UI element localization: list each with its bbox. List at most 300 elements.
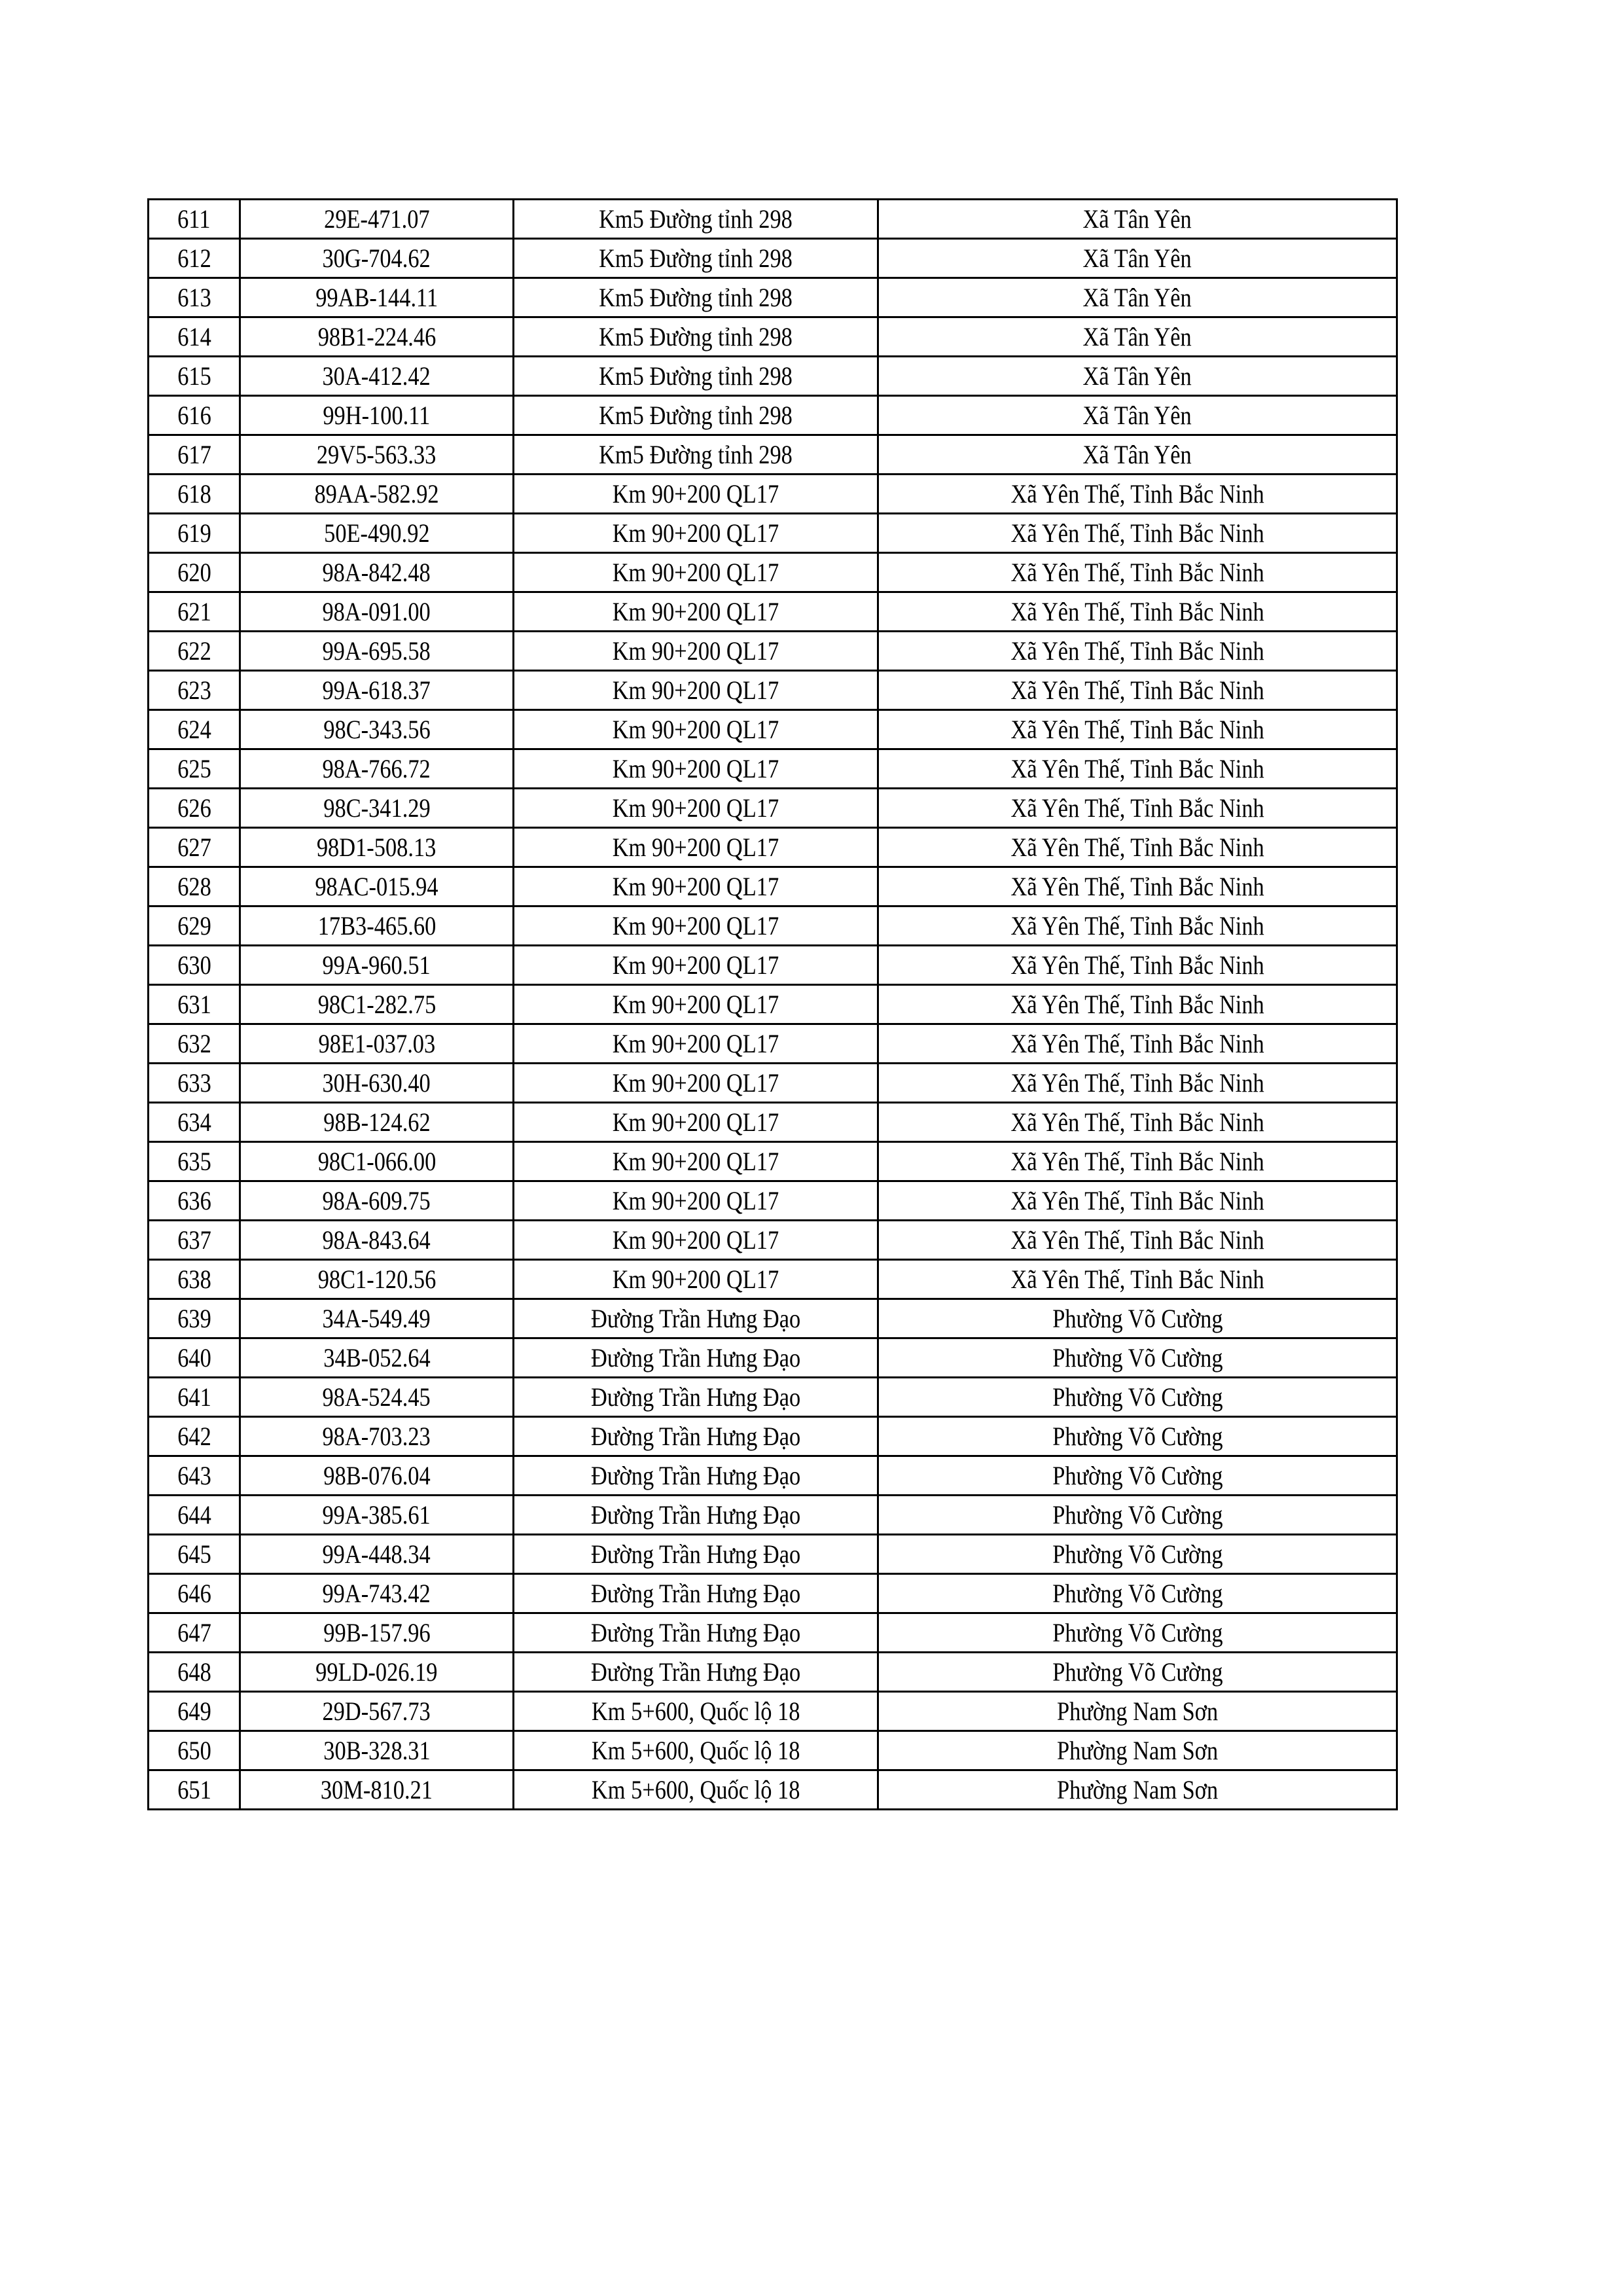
cell-stt xyxy=(149,1024,240,1064)
table-row xyxy=(149,828,1397,867)
table-row xyxy=(149,1260,1397,1299)
cell-bien-so xyxy=(240,1613,514,1653)
cell-stt xyxy=(149,1613,240,1653)
cell-phuong-xa-text: Phường Võ Cường xyxy=(1052,1421,1223,1451)
cell-dia-diem xyxy=(514,789,878,828)
cell-stt-text: 632 xyxy=(177,1028,211,1058)
cell-stt-text: 626 xyxy=(177,793,211,823)
cell-phuong-xa-text: Xã Tân Yên xyxy=(1082,243,1192,273)
cell-stt xyxy=(149,514,240,553)
table-row xyxy=(149,1770,1397,1810)
cell-phuong-xa xyxy=(878,1417,1397,1456)
cell-dia-diem xyxy=(514,1024,878,1064)
cell-bien-so xyxy=(240,200,514,239)
cell-stt-text: 631 xyxy=(177,989,211,1019)
cell-bien-so xyxy=(240,1260,514,1299)
cell-dia-diem xyxy=(514,1103,878,1142)
cell-bien-so xyxy=(240,985,514,1024)
cell-phuong-xa xyxy=(878,200,1397,239)
cell-phuong-xa xyxy=(878,1103,1397,1142)
cell-bien-so xyxy=(240,1770,514,1810)
table-row xyxy=(149,671,1397,710)
cell-dia-diem-text: Km5 Đường tỉnh 298 xyxy=(599,243,793,273)
cell-bien-so xyxy=(240,1692,514,1731)
cell-stt xyxy=(149,1731,240,1770)
cell-phuong-xa xyxy=(878,671,1397,710)
cell-phuong-xa-text: Xã Yên Thế, Tỉnh Bắc Ninh xyxy=(1010,636,1264,666)
cell-bien-so-text: 99A-448.34 xyxy=(322,1539,431,1569)
cell-bien-so xyxy=(240,1024,514,1064)
cell-stt-text: 615 xyxy=(177,361,211,391)
cell-stt-text: 623 xyxy=(177,675,211,705)
cell-phuong-xa-text: Phường Võ Cường xyxy=(1052,1657,1223,1687)
cell-bien-so xyxy=(240,1731,514,1770)
cell-phuong-xa-text: Phường Võ Cường xyxy=(1052,1342,1223,1372)
cell-bien-so-text: 98B-124.62 xyxy=(323,1107,431,1137)
cell-dia-diem xyxy=(514,1770,878,1810)
cell-phuong-xa xyxy=(878,1024,1397,1064)
cell-stt xyxy=(149,200,240,239)
cell-stt xyxy=(149,553,240,592)
cell-phuong-xa-text: Xã Tân Yên xyxy=(1082,204,1192,234)
cell-bien-so-text: 98A-091.00 xyxy=(322,596,431,626)
cell-stt xyxy=(149,828,240,867)
cell-dia-diem-text: Km5 Đường tỉnh 298 xyxy=(599,400,793,430)
cell-dia-diem xyxy=(514,1378,878,1417)
cell-stt xyxy=(149,867,240,906)
cell-bien-so-text: 29D-567.73 xyxy=(322,1696,431,1726)
cell-dia-diem xyxy=(514,317,878,357)
cell-phuong-xa xyxy=(878,632,1397,671)
cell-stt xyxy=(149,239,240,278)
cell-stt-text: 612 xyxy=(177,243,211,273)
cell-phuong-xa-text: Phường Võ Cường xyxy=(1052,1617,1223,1647)
cell-bien-so xyxy=(240,317,514,357)
cell-dia-diem-text: Km 90+200 QL17 xyxy=(612,989,779,1019)
vehicle-list-table xyxy=(147,198,1398,1810)
cell-dia-diem-text: Đường Trần Hưng Đạo xyxy=(590,1460,801,1490)
cell-phuong-xa-text: Xã Yên Thế, Tỉnh Bắc Ninh xyxy=(1010,1225,1264,1255)
cell-bien-so-text: 30G-704.62 xyxy=(322,243,431,273)
cell-bien-so-text: 17B3-465.60 xyxy=(317,910,436,941)
cell-stt-text: 628 xyxy=(177,871,211,901)
cell-bien-so-text: 98C-343.56 xyxy=(323,714,431,744)
table-row xyxy=(149,1731,1397,1770)
cell-dia-diem xyxy=(514,1613,878,1653)
table-row xyxy=(149,396,1397,435)
cell-bien-so-text: 98C1-066.00 xyxy=(317,1146,436,1176)
cell-dia-diem-text: Km5 Đường tỉnh 298 xyxy=(599,204,793,234)
cell-stt xyxy=(149,1221,240,1260)
cell-stt xyxy=(149,789,240,828)
cell-phuong-xa xyxy=(878,1692,1397,1731)
table-row xyxy=(149,1378,1397,1417)
cell-dia-diem xyxy=(514,632,878,671)
table-row xyxy=(149,906,1397,946)
table-row xyxy=(149,592,1397,632)
cell-dia-diem-text: Km 90+200 QL17 xyxy=(612,478,779,509)
cell-dia-diem xyxy=(514,435,878,475)
cell-stt xyxy=(149,1299,240,1338)
table-row xyxy=(149,632,1397,671)
cell-stt xyxy=(149,1142,240,1181)
cell-stt-text: 639 xyxy=(177,1303,211,1333)
cell-stt-text: 616 xyxy=(177,400,211,430)
cell-dia-diem-text: Đường Trần Hưng Đạo xyxy=(590,1382,801,1412)
cell-stt-text: 625 xyxy=(177,753,211,783)
cell-dia-diem xyxy=(514,710,878,749)
cell-bien-so xyxy=(240,671,514,710)
cell-phuong-xa-text: Xã Yên Thế, Tỉnh Bắc Ninh xyxy=(1010,753,1264,783)
cell-bien-so xyxy=(240,514,514,553)
cell-phuong-xa-text: Xã Yên Thế, Tỉnh Bắc Ninh xyxy=(1010,675,1264,705)
cell-bien-so-text: 30M-810.21 xyxy=(320,1774,433,1804)
cell-bien-so xyxy=(240,278,514,317)
cell-bien-so xyxy=(240,710,514,749)
cell-phuong-xa-text: Xã Tân Yên xyxy=(1082,361,1192,391)
cell-bien-so-text: 29V5-563.33 xyxy=(317,439,437,469)
cell-bien-so-text: 98AC-015.94 xyxy=(315,871,438,901)
cell-dia-diem xyxy=(514,514,878,553)
cell-stt xyxy=(149,1496,240,1535)
cell-stt-text: 648 xyxy=(177,1657,211,1687)
cell-dia-diem xyxy=(514,1417,878,1456)
cell-dia-diem-text: Km 90+200 QL17 xyxy=(612,910,779,941)
cell-stt-text: 624 xyxy=(177,714,211,744)
cell-phuong-xa xyxy=(878,1378,1397,1417)
cell-dia-diem-text: Km 90+200 QL17 xyxy=(612,1067,779,1098)
table-row xyxy=(149,1574,1397,1613)
cell-phuong-xa xyxy=(878,475,1397,514)
cell-stt-text: 621 xyxy=(177,596,211,626)
cell-stt-text: 634 xyxy=(177,1107,211,1137)
cell-stt-text: 637 xyxy=(177,1225,211,1255)
cell-dia-diem xyxy=(514,200,878,239)
cell-phuong-xa xyxy=(878,357,1397,396)
cell-bien-so xyxy=(240,357,514,396)
cell-stt-text: 619 xyxy=(177,518,211,548)
cell-phuong-xa xyxy=(878,1496,1397,1535)
cell-phuong-xa-text: Phường Võ Cường xyxy=(1052,1382,1223,1412)
cell-phuong-xa-text: Xã Yên Thế, Tỉnh Bắc Ninh xyxy=(1010,478,1264,509)
cell-stt xyxy=(149,1378,240,1417)
cell-phuong-xa xyxy=(878,1299,1397,1338)
cell-dia-diem xyxy=(514,1142,878,1181)
table-row xyxy=(149,278,1397,317)
cell-bien-so xyxy=(240,749,514,789)
cell-dia-diem-text: Km 5+600, Quốc lộ 18 xyxy=(591,1735,800,1765)
cell-stt-text: 651 xyxy=(177,1774,211,1804)
cell-stt xyxy=(149,435,240,475)
cell-bien-so-text: 34A-549.49 xyxy=(322,1303,431,1333)
cell-phuong-xa xyxy=(878,396,1397,435)
cell-phuong-xa xyxy=(878,1338,1397,1378)
cell-stt xyxy=(149,671,240,710)
cell-bien-so-text: 98C1-120.56 xyxy=(317,1264,436,1294)
cell-bien-so-text: 30H-630.40 xyxy=(322,1067,431,1098)
cell-dia-diem xyxy=(514,1731,878,1770)
cell-bien-so-text: 99B-157.96 xyxy=(323,1617,431,1647)
cell-stt-text: 630 xyxy=(177,950,211,980)
cell-dia-diem-text: Đường Trần Hưng Đạo xyxy=(590,1539,801,1569)
cell-phuong-xa-text: Phường Võ Cường xyxy=(1052,1578,1223,1608)
cell-bien-so-text: 99A-743.42 xyxy=(322,1578,431,1608)
cell-bien-so xyxy=(240,1064,514,1103)
cell-stt-text: 647 xyxy=(177,1617,211,1647)
cell-stt-text: 640 xyxy=(177,1342,211,1372)
cell-dia-diem-text: Km5 Đường tỉnh 298 xyxy=(599,439,793,469)
cell-stt xyxy=(149,357,240,396)
table-body xyxy=(149,200,1397,1810)
cell-bien-so-text: 98C-341.29 xyxy=(323,793,431,823)
table-row xyxy=(149,1181,1397,1221)
cell-phuong-xa xyxy=(878,514,1397,553)
cell-stt xyxy=(149,1260,240,1299)
cell-bien-so xyxy=(240,1181,514,1221)
table-row xyxy=(149,1653,1397,1692)
cell-dia-diem-text: Km5 Đường tỉnh 298 xyxy=(599,321,793,351)
cell-dia-diem-text: Đường Trần Hưng Đạo xyxy=(590,1421,801,1451)
cell-stt xyxy=(149,317,240,357)
cell-bien-so-text: 98A-842.48 xyxy=(322,557,431,587)
cell-bien-so xyxy=(240,1221,514,1260)
cell-dia-diem-text: Km 90+200 QL17 xyxy=(612,1264,779,1294)
cell-bien-so xyxy=(240,1338,514,1378)
cell-dia-diem xyxy=(514,1221,878,1260)
cell-phuong-xa-text: Phường Nam Sơn xyxy=(1056,1735,1219,1765)
cell-phuong-xa xyxy=(878,749,1397,789)
cell-dia-diem-text: Km5 Đường tỉnh 298 xyxy=(599,282,793,312)
table-row xyxy=(149,357,1397,396)
cell-stt-text: 613 xyxy=(177,282,211,312)
cell-stt xyxy=(149,985,240,1024)
table-row xyxy=(149,867,1397,906)
cell-stt-text: 643 xyxy=(177,1460,211,1490)
table-row xyxy=(149,1221,1397,1260)
cell-phuong-xa-text: Xã Yên Thế, Tỉnh Bắc Ninh xyxy=(1010,1028,1264,1058)
cell-dia-diem-text: Đường Trần Hưng Đạo xyxy=(590,1303,801,1333)
cell-bien-so-text: 99LD-026.19 xyxy=(315,1657,438,1687)
cell-dia-diem xyxy=(514,1574,878,1613)
cell-dia-diem-text: Km 90+200 QL17 xyxy=(612,596,779,626)
cell-dia-diem xyxy=(514,1064,878,1103)
cell-phuong-xa xyxy=(878,789,1397,828)
cell-phuong-xa-text: Xã Yên Thế, Tỉnh Bắc Ninh xyxy=(1010,518,1264,548)
cell-stt xyxy=(149,906,240,946)
cell-bien-so xyxy=(240,789,514,828)
cell-dia-diem xyxy=(514,1181,878,1221)
cell-phuong-xa xyxy=(878,592,1397,632)
cell-bien-so-text: 98D1-508.13 xyxy=(317,832,437,862)
cell-bien-so xyxy=(240,553,514,592)
table-row xyxy=(149,435,1397,475)
cell-stt-text: 641 xyxy=(177,1382,211,1412)
table-row xyxy=(149,710,1397,749)
cell-stt-text: 644 xyxy=(177,1499,211,1530)
cell-phuong-xa-text: Xã Yên Thế, Tỉnh Bắc Ninh xyxy=(1010,1067,1264,1098)
cell-phuong-xa xyxy=(878,1613,1397,1653)
cell-phuong-xa-text: Phường Nam Sơn xyxy=(1056,1696,1219,1726)
cell-dia-diem xyxy=(514,671,878,710)
cell-phuong-xa-text: Xã Yên Thế, Tỉnh Bắc Ninh xyxy=(1010,1185,1264,1215)
cell-bien-so xyxy=(240,946,514,985)
cell-bien-so-text: 98C1-282.75 xyxy=(317,989,436,1019)
table-row xyxy=(149,514,1397,553)
table-row xyxy=(149,789,1397,828)
cell-stt-text: 622 xyxy=(177,636,211,666)
cell-phuong-xa xyxy=(878,1260,1397,1299)
cell-phuong-xa-text: Phường Võ Cường xyxy=(1052,1499,1223,1530)
cell-dia-diem-text: Km 5+600, Quốc lộ 18 xyxy=(591,1696,800,1726)
cell-dia-diem-text: Km 90+200 QL17 xyxy=(612,675,779,705)
table-row xyxy=(149,1535,1397,1574)
cell-bien-so-text: 99A-960.51 xyxy=(322,950,431,980)
cell-dia-diem xyxy=(514,1653,878,1692)
table-row xyxy=(149,200,1397,239)
cell-bien-so-text: 98A-524.45 xyxy=(322,1382,431,1412)
table-row xyxy=(149,749,1397,789)
cell-bien-so xyxy=(240,1535,514,1574)
cell-stt-text: 638 xyxy=(177,1264,211,1294)
cell-bien-so-text: 99A-695.58 xyxy=(322,636,431,666)
cell-stt-text: 627 xyxy=(177,832,211,862)
cell-stt xyxy=(149,1417,240,1456)
cell-phuong-xa xyxy=(878,1574,1397,1613)
cell-stt-text: 620 xyxy=(177,557,211,587)
cell-bien-so xyxy=(240,475,514,514)
table-row xyxy=(149,1338,1397,1378)
cell-stt-text: 635 xyxy=(177,1146,211,1176)
cell-bien-so-text: 34B-052.64 xyxy=(323,1342,431,1372)
cell-stt xyxy=(149,1064,240,1103)
cell-bien-so xyxy=(240,1142,514,1181)
cell-dia-diem-text: Km 90+200 QL17 xyxy=(612,793,779,823)
table-row xyxy=(149,1103,1397,1142)
cell-stt-text: 617 xyxy=(177,439,211,469)
cell-bien-so xyxy=(240,632,514,671)
cell-dia-diem xyxy=(514,396,878,435)
cell-stt-text: 649 xyxy=(177,1696,211,1726)
cell-dia-diem-text: Đường Trần Hưng Đạo xyxy=(590,1342,801,1372)
cell-bien-so-text: 98A-843.64 xyxy=(322,1225,431,1255)
cell-dia-diem-text: Km 90+200 QL17 xyxy=(612,636,779,666)
table-row xyxy=(149,1613,1397,1653)
cell-stt xyxy=(149,632,240,671)
cell-stt xyxy=(149,1574,240,1613)
table-row xyxy=(149,1299,1397,1338)
cell-phuong-xa-text: Phường Võ Cường xyxy=(1052,1539,1223,1569)
cell-stt xyxy=(149,396,240,435)
cell-dia-diem-text: Km 90+200 QL17 xyxy=(612,1146,779,1176)
cell-phuong-xa xyxy=(878,435,1397,475)
cell-bien-so-text: 98B-076.04 xyxy=(323,1460,431,1490)
cell-dia-diem-text: Km 90+200 QL17 xyxy=(612,1185,779,1215)
table-row xyxy=(149,1417,1397,1456)
cell-dia-diem xyxy=(514,828,878,867)
cell-phuong-xa-text: Xã Yên Thế, Tỉnh Bắc Ninh xyxy=(1010,714,1264,744)
cell-phuong-xa-text: Xã Tân Yên xyxy=(1082,439,1192,469)
cell-dia-diem xyxy=(514,278,878,317)
cell-phuong-xa xyxy=(878,828,1397,867)
cell-phuong-xa xyxy=(878,1535,1397,1574)
cell-dia-diem-text: Km5 Đường tỉnh 298 xyxy=(599,361,793,391)
cell-phuong-xa xyxy=(878,1064,1397,1103)
cell-bien-so-text: 99H-100.11 xyxy=(323,400,431,430)
cell-stt xyxy=(149,1338,240,1378)
cell-bien-so xyxy=(240,1574,514,1613)
table-row xyxy=(149,985,1397,1024)
cell-stt-text: 611 xyxy=(177,204,211,234)
cell-stt-text: 650 xyxy=(177,1735,211,1765)
cell-phuong-xa-text: Xã Yên Thế, Tỉnh Bắc Ninh xyxy=(1010,1264,1264,1294)
cell-phuong-xa-text: Xã Yên Thế, Tỉnh Bắc Ninh xyxy=(1010,1146,1264,1176)
cell-dia-diem xyxy=(514,1496,878,1535)
cell-stt-text: 636 xyxy=(177,1185,211,1215)
cell-bien-so xyxy=(240,1456,514,1496)
cell-dia-diem-text: Km 90+200 QL17 xyxy=(612,871,779,901)
cell-phuong-xa-text: Phường Võ Cường xyxy=(1052,1303,1223,1333)
table-row xyxy=(149,946,1397,985)
cell-stt-text: 645 xyxy=(177,1539,211,1569)
cell-phuong-xa xyxy=(878,317,1397,357)
cell-bien-so xyxy=(240,906,514,946)
cell-stt xyxy=(149,1692,240,1731)
cell-phuong-xa xyxy=(878,710,1397,749)
cell-phuong-xa-text: Xã Yên Thế, Tỉnh Bắc Ninh xyxy=(1010,832,1264,862)
cell-stt xyxy=(149,1181,240,1221)
cell-dia-diem xyxy=(514,1456,878,1496)
cell-bien-so xyxy=(240,1653,514,1692)
cell-stt-text: 633 xyxy=(177,1067,211,1098)
cell-bien-so xyxy=(240,592,514,632)
table-row xyxy=(149,317,1397,357)
cell-stt xyxy=(149,1653,240,1692)
cell-dia-diem-text: Đường Trần Hưng Đạo xyxy=(590,1499,801,1530)
cell-phuong-xa xyxy=(878,1181,1397,1221)
cell-stt xyxy=(149,749,240,789)
cell-bien-so-text: 98A-766.72 xyxy=(322,753,431,783)
cell-phuong-xa xyxy=(878,1221,1397,1260)
cell-phuong-xa-text: Xã Tân Yên xyxy=(1082,321,1192,351)
cell-bien-so-text: 30B-328.31 xyxy=(323,1735,431,1765)
cell-dia-diem xyxy=(514,475,878,514)
cell-phuong-xa xyxy=(878,239,1397,278)
cell-dia-diem xyxy=(514,239,878,278)
cell-stt xyxy=(149,475,240,514)
cell-phuong-xa xyxy=(878,1770,1397,1810)
cell-phuong-xa-text: Xã Yên Thế, Tỉnh Bắc Ninh xyxy=(1010,1107,1264,1137)
cell-phuong-xa-text: Xã Yên Thế, Tỉnh Bắc Ninh xyxy=(1010,596,1264,626)
cell-bien-so xyxy=(240,1496,514,1535)
cell-dia-diem xyxy=(514,1338,878,1378)
cell-dia-diem-text: Km 90+200 QL17 xyxy=(612,1107,779,1137)
cell-phuong-xa-text: Xã Yên Thế, Tỉnh Bắc Ninh xyxy=(1010,557,1264,587)
cell-dia-diem-text: Km 90+200 QL17 xyxy=(612,1028,779,1058)
cell-bien-so xyxy=(240,239,514,278)
cell-dia-diem xyxy=(514,592,878,632)
cell-phuong-xa xyxy=(878,867,1397,906)
cell-bien-so xyxy=(240,867,514,906)
table-row xyxy=(149,1496,1397,1535)
cell-phuong-xa xyxy=(878,906,1397,946)
table-row xyxy=(149,1064,1397,1103)
cell-phuong-xa-text: Xã Yên Thế, Tỉnh Bắc Ninh xyxy=(1010,989,1264,1019)
cell-dia-diem-text: Km 90+200 QL17 xyxy=(612,518,779,548)
cell-bien-so-text: 99A-385.61 xyxy=(322,1499,431,1530)
cell-dia-diem xyxy=(514,906,878,946)
cell-bien-so-text: 89AA-582.92 xyxy=(314,478,439,509)
cell-phuong-xa xyxy=(878,1653,1397,1692)
